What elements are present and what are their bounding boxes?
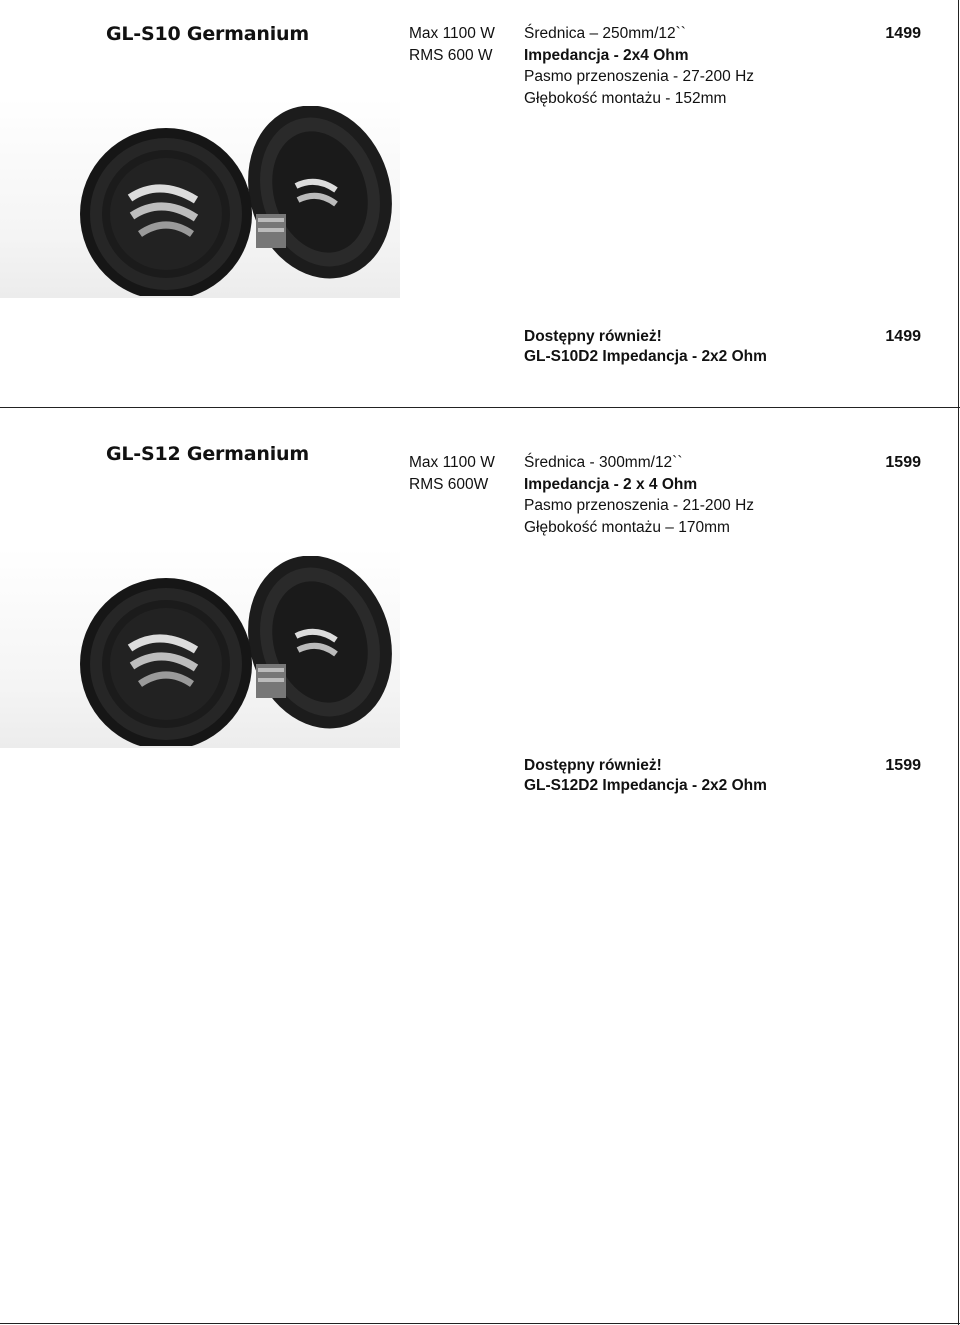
page-border-bottom <box>0 1323 960 1324</box>
also-available-label: Dostępny również! <box>524 328 662 345</box>
also-available-label: Dostępny również! <box>524 757 662 774</box>
product-price: 1499 <box>885 25 921 42</box>
spec-list <box>524 452 754 538</box>
power-ratings <box>409 23 495 67</box>
subwoofer-photo <box>0 548 400 748</box>
spec-diameter: Średnica - 300mm/12`` <box>524 454 683 471</box>
product-title: GL-S12 Germanium <box>106 443 309 465</box>
product-section-gl-s12 <box>0 408 960 868</box>
subwoofer-photo <box>0 98 400 298</box>
variant-price: 1499 <box>885 328 921 345</box>
spec-diameter: Średnica – 250mm/12`` <box>524 25 686 42</box>
spec-impedance: Impedancja - 2x4 Ohm <box>524 46 689 64</box>
subwoofer-icon <box>78 106 398 296</box>
spec-frequency: Pasmo przenoszenia - 21-200 Hz <box>524 497 755 514</box>
power-max: Max 1100 W <box>409 25 495 42</box>
subwoofer-icon <box>78 556 398 746</box>
power-rms: RMS 600 W <box>409 47 493 64</box>
power-rms: RMS 600W <box>409 476 489 493</box>
product-price: 1599 <box>885 454 921 471</box>
spec-frequency: Pasmo przenoszenia - 27-200 Hz <box>524 68 755 85</box>
power-ratings <box>409 452 495 496</box>
spec-list <box>524 23 754 109</box>
variant-model: GL-S10D2 Impedancja - 2x2 Ohm <box>524 348 767 365</box>
spec-depth: Głębokość montażu - 152mm <box>524 89 727 107</box>
power-max: Max 1100 W <box>409 454 495 471</box>
product-title: GL-S10 Germanium <box>106 23 309 45</box>
variant-model: GL-S12D2 Impedancja - 2x2 Ohm <box>524 777 767 794</box>
spec-impedance: Impedancja - 2 x 4 Ohm <box>524 475 698 493</box>
variant-price: 1599 <box>885 757 921 774</box>
product-section-gl-s10 <box>0 0 960 407</box>
spec-depth: Głębokość montażu – 170mm <box>524 518 730 536</box>
